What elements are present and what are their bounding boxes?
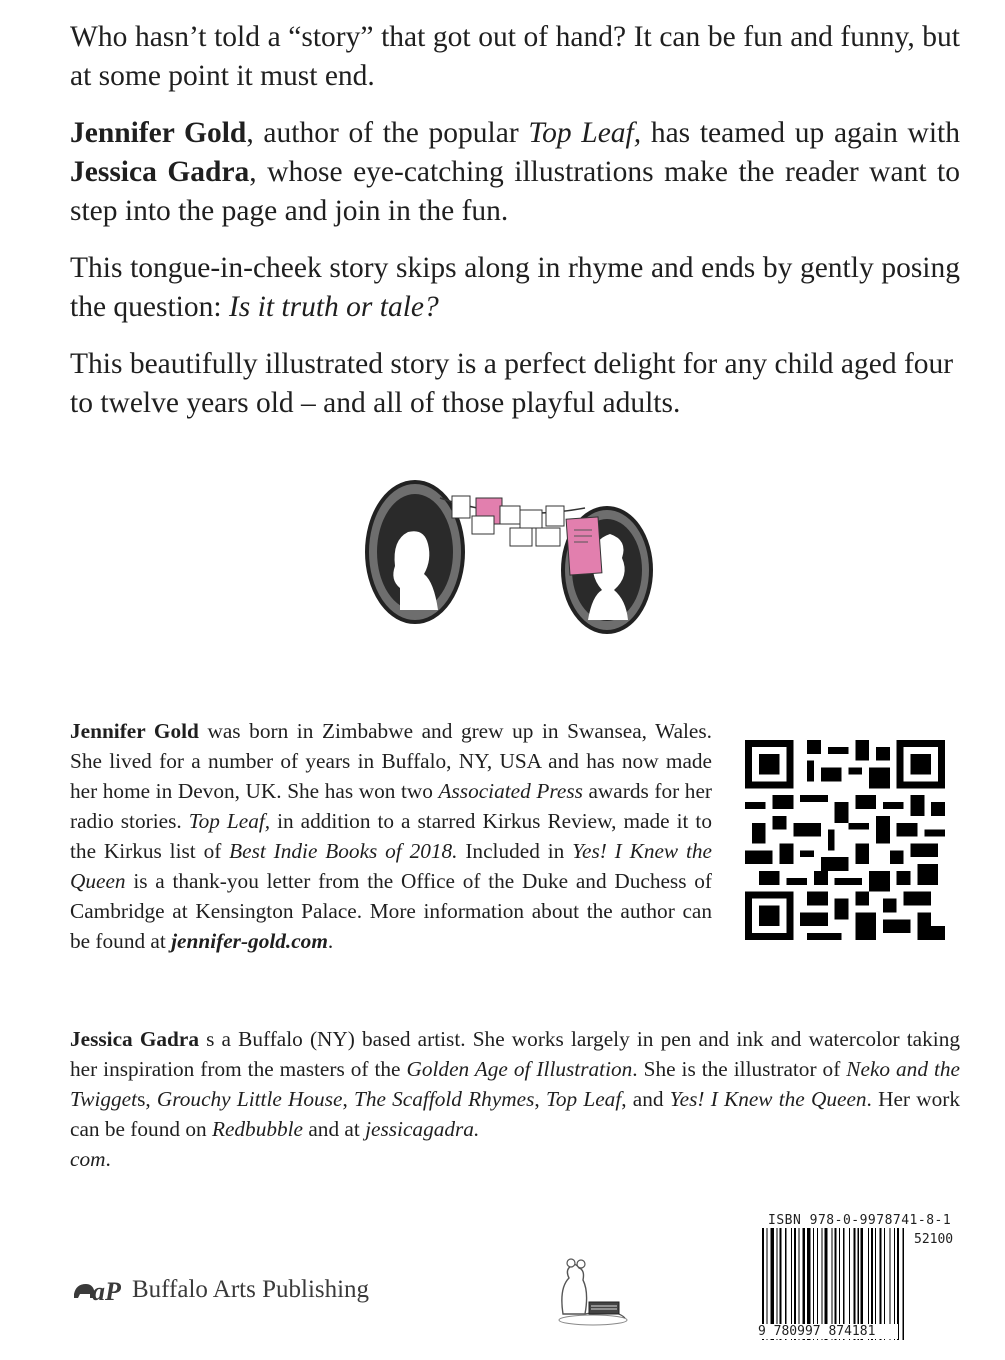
author-name: Jennifer Gold [70,117,247,149]
list-title: Best Indie Books of 2018. [229,839,458,863]
bio-text: s a Buffalo (NY) based artist. She works largely in pen and ink and watercolor taking her inspiration from the masters of the [70,1027,960,1081]
back-cover-blurb [70,18,960,441]
publisher-logo-text: aP [92,1277,121,1306]
author-bio-name: Jennifer Gold [70,719,199,743]
blurb-text: This tongue-in-cheek story skips along in rhyme and ends by gently posing the question: [70,252,960,323]
bio-text: . [105,1147,111,1171]
book-title: Top Leaf, [528,117,642,149]
author-website-link[interactable]: jennifer-gold.com [171,929,328,953]
book-title: Yes! I Knew the Queen [669,1087,867,1111]
bio-text: Included in [457,839,573,863]
publisher-name: Buffalo Arts Publishing [132,1276,370,1303]
bio-text: was born in Zimbabwe and grew up in Swansea, Wales. She lived for a number of years in Buffalo, NY, USA and has now made her home in Devon, UK. She has won two [70,719,713,803]
bio-text: , [534,1087,546,1111]
illustrator-bio [70,1024,960,1174]
book-title: Grouchy Little House [156,1087,343,1111]
blurb-text: , author of the popular [246,117,529,149]
blurb-text: , whose eye-catching illustrations make the reader want to step into the page and join in the fun. [70,156,960,227]
blurb-paragraph-4 [70,345,960,423]
blurb-paragraph-3 [70,249,960,327]
isbn-digits: 9 780997 874181 [758,1324,898,1339]
blurb-paragraph-2 [70,114,960,231]
bio-text: and at [303,1117,366,1141]
bio-text: . [327,929,334,953]
isbn-label: ISBN 978-0-9978741-8-1 [768,1213,952,1228]
blurb-paragraph-1 [70,18,960,96]
bio-text: . She is the illustrator of [632,1057,847,1081]
qr-code-icon[interactable] [745,740,945,940]
tagline-question: Is it truth or tale? [228,291,439,323]
book-title: Neko and the Twigget [70,1057,960,1111]
mouse-reading-icon [545,1248,635,1328]
blurb-text: Who hasn’t told a “story” that got out of hand? It can be fun and funny, but at some point it must end. [70,21,960,92]
era-title: Golden Age of Illustration [406,1057,633,1081]
illustrator-website-link[interactable]: jessicagadra. com [70,1117,480,1171]
bio-text: awards for her radio stories. [70,779,712,833]
bio-text: . Her work can be found on [70,1087,960,1141]
book-title: Yes! I Knew the Queen [70,839,712,893]
publisher-mark [70,1270,369,1310]
publisher-logo-icon [70,1274,126,1306]
book-title: Top Leaf, [188,809,271,833]
author-bio [70,716,712,956]
redbubble-link[interactable]: Redbubble [211,1117,304,1141]
price-code: 52100 [914,1232,954,1247]
bio-text: in addition to a starred Kirkus Review, made it to the Kirkus list of [70,809,712,863]
bio-text: , and [621,1087,670,1111]
blurb-text: has teamed up again with [641,117,960,149]
bio-text: is a thank-you letter from the Office of the Duke and Duchess of Cambridge at Kensington Palace. More information about the author can be found at [70,869,712,953]
barcode-bar [903,1228,904,1340]
illustrator-name: Jessica Gadra [70,156,250,188]
blurb-text: This beautifully illustrated story is a perfect delight for any child aged four to twelve years old – and all of those playful adults. [70,348,954,419]
illustrator-bio-name: Jessica Gadra [70,1027,199,1051]
book-title: Top Leaf [545,1087,622,1111]
award-name: Associated Press [438,779,583,803]
silhouette-frames-illustration [360,470,660,670]
bio-text: s, [137,1087,157,1111]
book-title: The Scaffold Rhymes [354,1087,535,1111]
bio-text: , [342,1087,354,1111]
